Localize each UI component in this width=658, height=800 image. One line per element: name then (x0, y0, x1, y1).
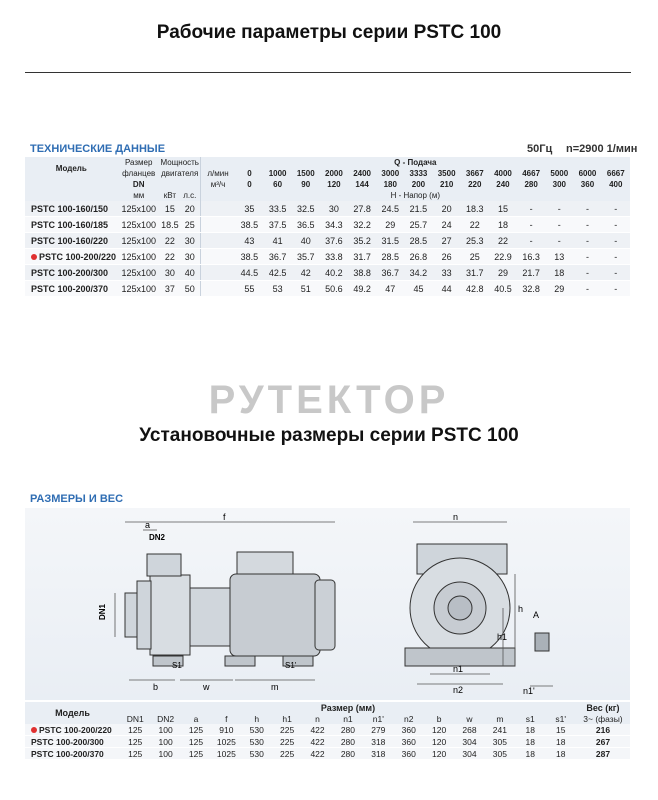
motor-col-header: двигателя (161, 169, 199, 178)
power-hp-cell: 30 (180, 249, 200, 265)
model-name: PSTC 100-200/370 (31, 748, 104, 759)
head-value-cell: 33.8 (320, 249, 348, 265)
flow-m3h-value: 200 (404, 179, 432, 190)
head-value-cell: 36.5 (292, 217, 320, 233)
sizes-header: Размер (мм) (120, 702, 576, 713)
phase-header: 3~ (фазы) (576, 713, 630, 724)
head-value-cell: - (517, 233, 545, 249)
blank-cell (200, 265, 235, 281)
dim-dn2-label: DN2 (149, 533, 166, 542)
table-row (25, 249, 630, 265)
head-value-cell: - (602, 281, 630, 297)
flange-col-header: фланцев (118, 168, 160, 179)
blank-cell (200, 233, 235, 249)
power-kw-cell: 18.5 (160, 217, 180, 233)
head-value-cell: 49.2 (348, 281, 376, 297)
dim-w-label: w (203, 682, 210, 692)
motor-fan-cover (315, 580, 335, 650)
head-value-cell: 15 (489, 201, 517, 217)
table-row (25, 281, 630, 297)
head-value-cell: 38.5 (235, 217, 263, 233)
model-name: PSTC 100-200/300 (31, 267, 109, 278)
head-value-cell: 18.3 (461, 201, 489, 217)
head-value-cell: 22 (489, 233, 517, 249)
head-value-cell: 25.3 (461, 233, 489, 249)
head-value-cell: - (602, 201, 630, 217)
flow-m3h-value: 90 (292, 179, 320, 190)
dim-m-label: m (271, 682, 279, 692)
dim-value-cell: 125 (181, 748, 211, 760)
dim-value-cell: 125 (120, 724, 150, 736)
dim-s1p-label: S1' (285, 661, 297, 670)
suction-flange (137, 581, 151, 649)
head-value-cell: 22.9 (489, 249, 517, 265)
perf-header-row-3 (25, 179, 630, 190)
dim-col-header: n (302, 713, 332, 724)
dim-value-cell: 422 (302, 736, 332, 748)
flow-m3h-value: 400 (602, 179, 630, 190)
head-value-cell: - (573, 281, 601, 297)
flange-size-cell: 125x100 (118, 217, 160, 233)
head-value-cell: 13 (545, 249, 573, 265)
head-value-cell: 25.7 (404, 217, 432, 233)
flow-lmin-value: 6000 (573, 168, 601, 179)
head-value-cell: 27.8 (348, 201, 376, 217)
head-value-cell: - (573, 249, 601, 265)
head-value-cell: 21.7 (517, 265, 545, 281)
dim-value-cell: 305 (485, 736, 515, 748)
head-value-cell: 22 (461, 217, 489, 233)
model-name: PSTC 100-160/185 (31, 219, 109, 230)
power-kw-cell: 22 (160, 233, 180, 249)
suction-port (125, 593, 137, 637)
blank-cell (200, 217, 235, 233)
head-value-cell: - (545, 233, 573, 249)
head-value-cell: 32.5 (292, 201, 320, 217)
title-divider (25, 72, 631, 73)
dim-dn1-label: DN1 (98, 603, 107, 620)
flow-m3h-value: 210 (433, 179, 461, 190)
speed-label: n=2900 1/мин (566, 143, 638, 155)
dim-value-cell: 18 (515, 736, 545, 748)
head-value-cell: 30 (320, 201, 348, 217)
dim-col-header: n2 (394, 713, 424, 724)
head-value-cell: 37.5 (264, 217, 292, 233)
head-value-cell: 28.5 (376, 249, 404, 265)
head-value-cell: 32.2 (348, 217, 376, 233)
head-value-cell: 29 (489, 265, 517, 281)
head-value-cell: - (517, 217, 545, 233)
dim-value-cell: 125 (181, 736, 211, 748)
flow-lmin-value: 3000 (376, 168, 404, 179)
pump-volute (150, 575, 190, 655)
head-value-cell: 36.7 (376, 265, 404, 281)
dim-col-header: b (424, 713, 454, 724)
head-value-cell: 42.5 (264, 265, 292, 281)
table-row (25, 233, 630, 249)
flange-unit-header: мм (118, 190, 160, 201)
discharge-nozzle (147, 554, 181, 576)
power-hp-cell: 25 (180, 217, 200, 233)
dim-value-cell: 18 (515, 724, 545, 736)
blank-cell (200, 249, 235, 265)
head-value-cell: 24 (433, 217, 461, 233)
dim-s1-label: S1 (172, 661, 182, 670)
frequency-label: 50Гц (527, 143, 553, 155)
dim-col-header: n1' (363, 713, 393, 724)
flow-header: Q - Подача (200, 157, 630, 168)
motor-body (230, 574, 320, 656)
head-value-cell: - (573, 217, 601, 233)
head-value-cell: 31.5 (376, 233, 404, 249)
head-value-cell: 16.3 (517, 249, 545, 265)
dim-value-cell: 318 (363, 736, 393, 748)
flow-m3h-value: 0 (235, 179, 263, 190)
head-value-cell: 27 (433, 233, 461, 249)
head-value-cell: 40.2 (320, 265, 348, 281)
head-value-cell: 47 (376, 281, 404, 297)
dim-value-cell: 318 (363, 748, 393, 760)
flow-lmin-value: 0 (235, 168, 263, 179)
page-title-performance: Рабочие параметры серии PSTC 100 (156, 22, 502, 43)
front-port (448, 596, 472, 620)
model-name: PSTC 100-160/220 (31, 235, 109, 246)
head-value-cell: 35 (235, 201, 263, 217)
head-value-cell: 21.5 (404, 201, 432, 217)
selected-marker-icon (31, 727, 37, 733)
flow-lmin-value: 3667 (461, 168, 489, 179)
dim-value-cell: 120 (424, 724, 454, 736)
head-value-cell: 35.2 (348, 233, 376, 249)
model-name: PSTC 100-200/220 (39, 251, 117, 262)
dim-value-cell: 360 (394, 748, 424, 760)
dim-col-header: m (485, 713, 515, 724)
dim-value-cell: 225 (272, 736, 302, 748)
head-value-cell: 18 (545, 265, 573, 281)
side-view-pump (125, 552, 335, 666)
model-name: PSTC 100-200/300 (31, 736, 104, 747)
detail-a-label: A (533, 610, 540, 620)
model-name: PSTC 100-160/150 (31, 203, 109, 214)
dim-value-cell: 225 (272, 748, 302, 760)
dim-value-cell: 120 (424, 748, 454, 760)
weight-cell: 216 (576, 724, 630, 736)
dim-value-cell: 910 (211, 724, 241, 736)
dim-value-cell: 304 (454, 736, 484, 748)
dim-value-cell: 100 (150, 748, 180, 760)
head-value-cell: 33.5 (264, 201, 292, 217)
head-value-cell: - (517, 201, 545, 217)
dim-value-cell: 1025 (211, 748, 241, 760)
power-kw-cell: 30 (160, 265, 180, 281)
power-hp-cell: 50 (180, 281, 200, 297)
dim-col-header: s1 (515, 713, 545, 724)
dim-value-cell: 125 (181, 724, 211, 736)
flow-m3h-value: 180 (376, 179, 404, 190)
dim-n1-label: n1 (453, 664, 464, 674)
tech-data-label: ТЕХНИЧЕСКИЕ ДАННЫЕ (30, 143, 166, 155)
table-row (25, 736, 630, 748)
head-value-cell: 41 (264, 233, 292, 249)
model-cell (25, 233, 118, 249)
dim-value-cell: 530 (242, 748, 272, 760)
kw-header: кВт (160, 190, 180, 201)
dim-col-header: h1 (272, 713, 302, 724)
pump-dimension-drawing (25, 508, 630, 700)
power-hp-cell: 40 (180, 265, 200, 281)
flow-lmin-value: 6667 (602, 168, 630, 179)
dim-value-cell: 280 (333, 736, 363, 748)
dim-h-label: h (518, 604, 524, 614)
head-value-cell: 25 (461, 249, 489, 265)
table-row (25, 265, 630, 281)
unit-lmin: л/мин (200, 168, 235, 179)
flow-lmin-value: 3333 (404, 168, 432, 179)
flow-lmin-value: 3500 (433, 168, 461, 179)
flow-m3h-value: 220 (461, 179, 489, 190)
dimensions-table (25, 702, 630, 760)
table-row (25, 724, 630, 736)
head-value-cell: 31.7 (348, 249, 376, 265)
head-value-cell: 42 (292, 265, 320, 281)
model-cell (25, 249, 118, 265)
head-value-cell: 43 (235, 233, 263, 249)
flange-size-cell: 125x100 (118, 201, 160, 217)
head-value-cell: 42.8 (461, 281, 489, 297)
head-value-cell: - (602, 249, 630, 265)
dim-value-cell: 18 (515, 748, 545, 760)
weight-cell: 287 (576, 748, 630, 760)
dim-value-cell: 120 (424, 736, 454, 748)
model-name: PSTC 100-200/220 (39, 724, 112, 735)
head-value-cell: - (602, 217, 630, 233)
power-kw-cell: 37 (160, 281, 180, 297)
head-value-cell: 38.5 (235, 249, 263, 265)
head-value-cell: 26 (433, 249, 461, 265)
flow-lmin-value: 1000 (264, 168, 292, 179)
flow-m3h-value: 60 (264, 179, 292, 190)
flange-size-cell: 125x100 (118, 265, 160, 281)
head-value-cell: - (545, 217, 573, 233)
flow-m3h-value: 120 (320, 179, 348, 190)
flange-size-cell: 125x100 (118, 249, 160, 265)
table-row (25, 217, 630, 233)
head-value-cell: 33 (433, 265, 461, 281)
head-value-cell: 29 (545, 281, 573, 297)
blank-cell (160, 179, 200, 190)
flow-m3h-value: 360 (573, 179, 601, 190)
head-value-cell: 18 (489, 217, 517, 233)
unit-m3h: м³/ч (200, 179, 235, 190)
dim-value-cell: 279 (363, 724, 393, 736)
head-header: H - Напор (м) (200, 190, 630, 201)
power-hp-cell: 20 (180, 201, 200, 217)
flow-m3h-value: 240 (489, 179, 517, 190)
page-title-dimensions: Установочные размеры серии PSTC 100 (139, 425, 519, 446)
flange-size-cell: 125x100 (118, 233, 160, 249)
head-value-cell: 28.5 (404, 233, 432, 249)
dim-n2-label: n2 (453, 685, 464, 695)
table-row (25, 201, 630, 217)
dim-col-header: s1' (545, 713, 575, 724)
selected-marker-icon (31, 254, 37, 260)
power-hp-cell: 30 (180, 233, 200, 249)
head-value-cell: - (573, 201, 601, 217)
head-value-cell: 34.2 (404, 265, 432, 281)
model-cell (25, 281, 118, 297)
head-value-cell: 44 (433, 281, 461, 297)
model-name: PSTC 100-200/370 (31, 283, 109, 294)
dim-value-cell: 18 (545, 736, 575, 748)
weight-header: Вес (кг) (576, 702, 630, 713)
flow-lmin-value: 2400 (348, 168, 376, 179)
dim-col-header: n1 (333, 713, 363, 724)
flow-lmin-value: 2000 (320, 168, 348, 179)
dim-col-header: a (181, 713, 211, 724)
head-value-cell: 38.8 (348, 265, 376, 281)
head-value-cell: 29 (376, 217, 404, 233)
dim-value-cell: 305 (485, 748, 515, 760)
weight-cell: 267 (576, 736, 630, 748)
table-row (25, 748, 630, 760)
head-value-cell: 35.7 (292, 249, 320, 265)
flow-lmin-value: 4667 (517, 168, 545, 179)
dim-f-label: f (223, 512, 226, 522)
head-value-cell: 50.6 (320, 281, 348, 297)
flow-lmin-value: 4000 (489, 168, 517, 179)
model-cell (25, 217, 118, 233)
perf-header-row-4 (25, 190, 630, 201)
head-value-cell: - (573, 233, 601, 249)
blank-cell (200, 201, 235, 217)
head-value-cell: 44.5 (235, 265, 263, 281)
model-cell (25, 265, 118, 281)
model-cell (25, 724, 120, 736)
blank-cell (25, 190, 118, 201)
head-value-cell: 40.5 (489, 281, 517, 297)
dim-value-cell: 280 (333, 748, 363, 760)
dim-value-cell: 225 (272, 724, 302, 736)
dim-value-cell: 18 (545, 748, 575, 760)
blank-cell (200, 281, 235, 297)
head-value-cell: 32.8 (517, 281, 545, 297)
flow-lmin-value: 5000 (545, 168, 573, 179)
head-value-cell: 34.3 (320, 217, 348, 233)
flow-m3h-value: 144 (348, 179, 376, 190)
flow-m3h-value: 300 (545, 179, 573, 190)
head-value-cell: 31.7 (461, 265, 489, 281)
dim-value-cell: 100 (150, 736, 180, 748)
flange-size-cell: 125x100 (118, 281, 160, 297)
head-value-cell: - (545, 201, 573, 217)
head-value-cell: - (602, 265, 630, 281)
dim-n1p-label: n1' (523, 686, 535, 696)
head-value-cell: - (602, 233, 630, 249)
model-col-header: Модель (25, 157, 118, 179)
power-kw-cell: 15 (160, 201, 180, 217)
model-cell (25, 201, 118, 217)
dim-value-cell: 360 (394, 736, 424, 748)
dim-h1-label: h1 (497, 632, 508, 642)
dim-value-cell: 422 (302, 748, 332, 760)
flow-lmin-value: 1500 (292, 168, 320, 179)
dim-value-cell: 15 (545, 724, 575, 736)
dim-value-cell: 422 (302, 724, 332, 736)
terminal-box (237, 552, 293, 574)
perf-header-row-1 (25, 157, 630, 168)
performance-table (25, 157, 630, 297)
dim-value-cell: 360 (394, 724, 424, 736)
head-value-cell: 53 (264, 281, 292, 297)
dim-value-cell: 304 (454, 748, 484, 760)
head-value-cell: 26.8 (404, 249, 432, 265)
front-view-pump (405, 544, 549, 666)
dim-value-cell: 125 (120, 748, 150, 760)
head-value-cell: - (573, 265, 601, 281)
dim-b-label: b (153, 682, 159, 692)
motor-col-header: Мощность (160, 158, 199, 167)
dim-n-label: n (453, 512, 459, 522)
dim-value-cell: 100 (150, 724, 180, 736)
model-cell (25, 736, 120, 748)
blank-cell (25, 179, 118, 190)
flange-col-header: Размер (118, 157, 160, 168)
model-col-header: Модель (25, 702, 120, 724)
dim-col-header: DN2 (150, 713, 180, 724)
dims-weight-label: РАЗМЕРЫ И ВЕС (30, 493, 124, 505)
dim-value-cell: 268 (454, 724, 484, 736)
dim-col-header: f (211, 713, 241, 724)
dim-col-header: DN1 (120, 713, 150, 724)
head-value-cell: 36.7 (264, 249, 292, 265)
model-cell (25, 748, 120, 760)
dim-value-cell: 280 (333, 724, 363, 736)
power-kw-cell: 22 (160, 249, 180, 265)
head-value-cell: 45 (404, 281, 432, 297)
hp-header: л.с. (180, 190, 200, 201)
dim-col-header: h (242, 713, 272, 724)
dim-value-cell: 241 (485, 724, 515, 736)
dim-value-cell: 125 (120, 736, 150, 748)
dim-value-cell: 1025 (211, 736, 241, 748)
detail-A-foot (535, 633, 549, 651)
motor-foot-front (225, 656, 255, 666)
head-value-cell: 40 (292, 233, 320, 249)
dim-value-cell: 530 (242, 724, 272, 736)
head-value-cell: 55 (235, 281, 263, 297)
head-value-cell: 37.6 (320, 233, 348, 249)
head-value-cell: 20 (433, 201, 461, 217)
bracket (190, 588, 230, 646)
dim-a-label: a (145, 520, 151, 530)
head-value-cell: 51 (292, 281, 320, 297)
dims-header-row-1 (25, 702, 630, 713)
flange-dn-header: DN (118, 179, 160, 190)
dim-col-header: w (454, 713, 484, 724)
brand-watermark: РУТЕКТОР (208, 378, 450, 422)
flow-m3h-value: 280 (517, 179, 545, 190)
dim-value-cell: 530 (242, 736, 272, 748)
head-value-cell: 24.5 (376, 201, 404, 217)
